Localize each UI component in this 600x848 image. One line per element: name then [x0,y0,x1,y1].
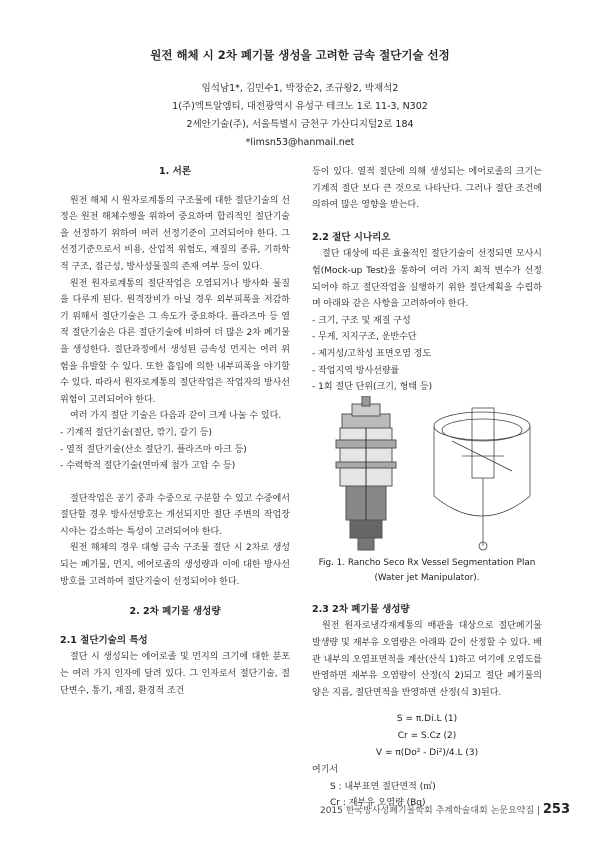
paragraph: 원전 해체 시 원자로계통의 구조물에 대한 절단기술의 선정은 원전 해체수행을 위하여 중요하며 합리적인 절단기술을 선정하기 위하여 여러 선정기준이 고려되어야 한다. 그 선정기준으로서 비용, 산업적 위험도, 재질의 종류, 기하학적 구조, 접근성, 방사성물질의 존재 여부 등이 있다. [60,195,290,272]
author-email: *limsn53@hanmail.net [245,137,355,148]
paragraph: 등이 있다. 열적 절단에 의해 생성되는 에어로졸의 크기는 기계적 절단 보다 큰 것으로 나타난다. 그러나 절단 조건에 의하여 많은 영향을 받는다. [312,167,542,211]
author-block [0,80,600,152]
list-item: - 작업지역 방사선량률 [312,365,400,376]
consideration-list [312,313,542,396]
section-heading-2: 2. 2차 폐기물 생성량 [129,606,221,618]
page-number: 253 [542,802,570,817]
rx-vessel-illustration [312,396,542,556]
figure-caption [312,556,542,586]
section-heading-intro: 1. 서론 [159,166,191,177]
equation-1: S = π.Di.L (1) [396,714,458,725]
paragraph: 원전 원자로계통의 절단작업은 오염되거나 방사화 물질을 다루게 된다. 원격장비가 아닐 경우 외부피폭을 저감하기 위해서 절단기술은 그 속도가 중요하다. 플라즈마 등 열적 절단기술은 다른 절단기술에 비하여 더 많은 2차 폐기물을 생성한다. 절단과정에서 생성된 금속성 먼지는 여러 위험을 유발할 수 있다. 또한 흡입에 의한 내부피폭을 야기할 수 있다. 따라서 원자로계통의 절단작업은 작업자의 방사선위험이 고려되어야 한다. [60,278,290,405]
paragraph: 절단 시 생성되는 에어로졸 및 먼지의 크기에 대한 분포는 여러 가지 인자에 달려 있다. 그 인자로서 절단기술, 절단변수, 통기, 재질, 환경적 조건 [60,652,290,696]
page-footer [320,802,570,817]
list-item: - 열적 절단기술(산소 절단기. 플라즈마 아크 등) [60,444,247,455]
definition-1: S : 내부표면 절단면적 (㎡) [330,781,436,792]
paragraph: 여러 가지 절단 기술은 다음과 같이 크게 나눌 수 있다. [70,411,282,422]
subsection-heading-2-1: 2.1 절단기술의 특성 [60,634,148,646]
subsection-heading-2-2: 2.2 절단 시나리오 [312,231,391,243]
list-item: - 제거성/고착성 표면오염 정도 [312,348,432,359]
paragraph: 원전 해체의 경우 대형 금속 구조물 절단 시 2차로 생성되는 폐기물, 먼지, 에어로졸의 생성량과 이에 대한 방사선방호를 고려하여 절단기술이 선정되어야 한다. [60,543,290,587]
affiliation-2: 2세안기술(주), 서울특별시 금천구 가산디지털2로 184 [186,119,414,130]
paper-title: 원전 해체 시 2차 폐기물 생성을 고려한 금속 절단기술 선정 [150,48,450,62]
author-names: 임석남1*, 김민수1, 박장순2, 조규왕2, 박재석2 [201,83,399,94]
list-item: - 1회 절단 단위(크기, 형태 등) [312,382,433,393]
subsection-heading-2-3: 2.3 2차 폐기물 생성량 [312,603,410,615]
list-item: - 수력학적 절단기술(연마제 첨가 고압 수 등) [60,461,236,472]
cutting-tech-list [60,425,290,475]
paragraph: 절단 대상에 따른 효율적인 절단기술이 선정되면 모사시험(Mock-up Test)을 통하여 여러 가지 최적 변수가 선정되어야 하고 절단작업을 실행하기 위한 절단계획을 수립하며 아래와 같은 사항을 고려하여야 한다. [312,249,542,310]
definition-2: Cr : 재부유 오염량 (Bq) [330,798,426,809]
paragraph: 절단작업은 공기 중과 수중으로 구분할 수 있고 수중에서 절단할 경우 방사선방호는 개선되지만 절단 주변의 작업장 시야는 감소하는 특성이 고려되어야 한다. [60,493,290,537]
list-item: - 무게, 지지구조, 운반수단 [312,332,417,343]
left-column [60,164,290,699]
right-column [312,164,542,812]
figure-caption-line1: Fig. 1. Rancho Seco Rx Vessel Segmentation Plan [318,557,536,568]
list-item: - 기계적 절단기술(절단, 깎기, 갈기 등) [60,427,213,438]
figure-1 [312,396,542,556]
equation-2: Cr = S.Cz (2) [397,731,457,742]
equation-3: V = π(Do² - Di²)/4.L (3) [375,748,479,759]
paragraph: 원전 원자로냉각재계통의 배관을 대상으로 절단폐기물 발생량 및 재부유 오염량은 아래와 같이 산정할 수 있다. 배관 내부의 오염표면적을 계산(산식 1)하고 여기에 오염도를 반영하면 재부유 오염량이 산정(식 2)되고 절단 폐기물의 양은 지름, 절단면적을 반영하면 산정(식 3)된다. [312,621,542,698]
where-label: 여기서 [312,765,339,776]
list-item: - 크기, 구조 및 재질 구성 [312,315,411,326]
footer-separator: | [536,806,540,816]
figure-caption-line2: (Water jet Manipulator). [374,572,480,583]
affiliation-1: 1(주)엑트알엠티, 대전광역시 유성구 테크노 1로 11-3, N302 [172,101,428,112]
footer-text: 2015 한국방사성폐기물학회 추계학술대회 논문요약집 [320,806,535,816]
